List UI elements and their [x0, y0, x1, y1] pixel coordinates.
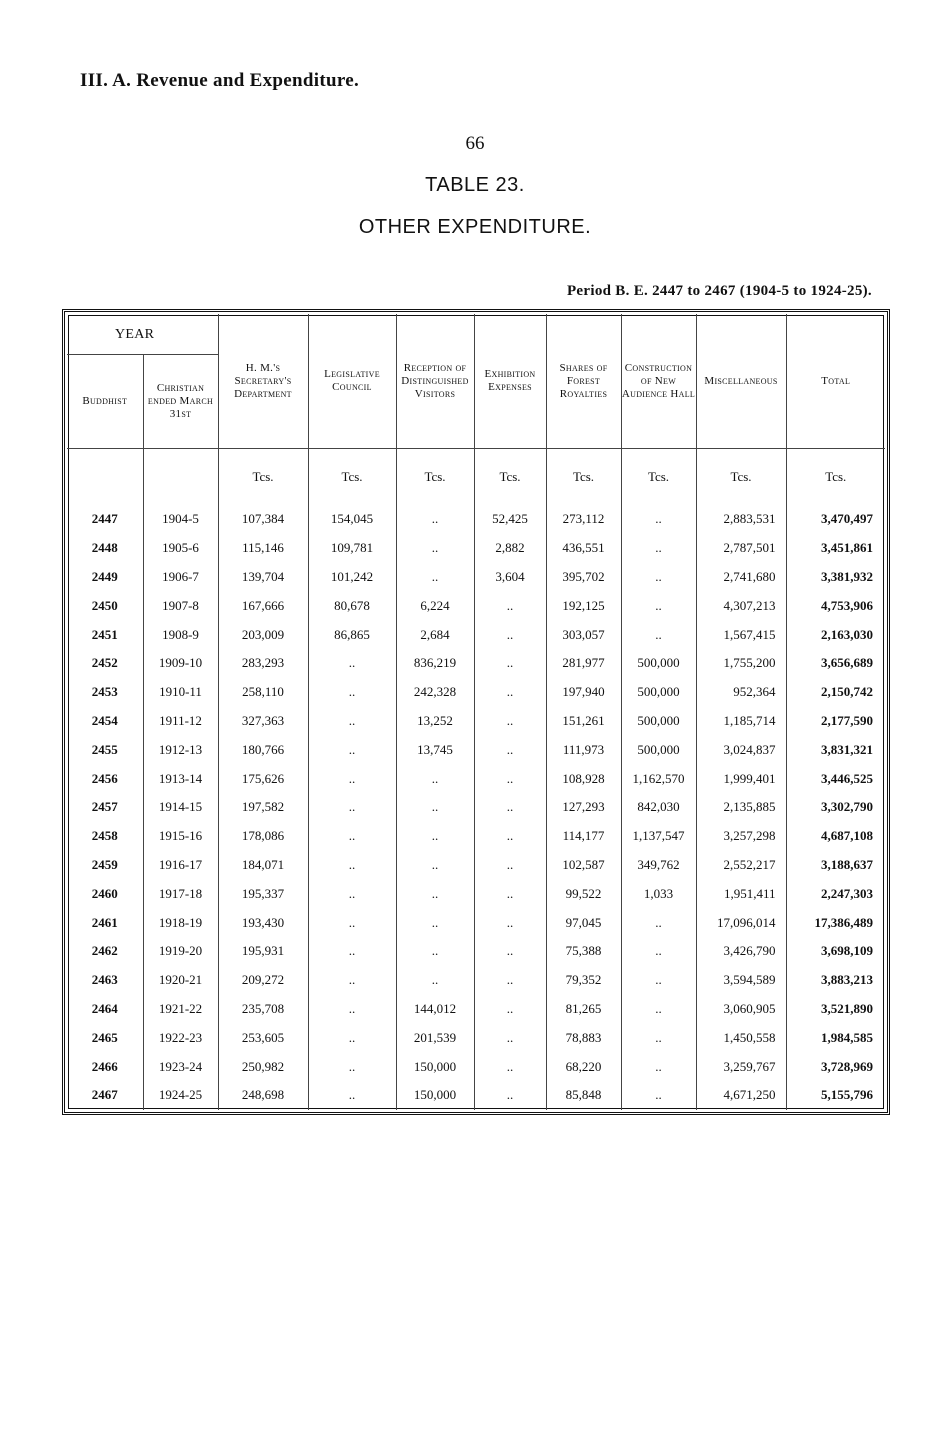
cell-buddhist-year: 2455: [67, 735, 143, 764]
cell-buddhist-year: 2465: [67, 1023, 143, 1052]
cell-miscellaneous: 952,364: [696, 678, 786, 707]
cell-buddhist-year: 2459: [67, 851, 143, 880]
cell-buddhist-year: 2448: [67, 534, 143, 563]
cell-audience-hall: ..: [621, 591, 696, 620]
table-row: [67, 851, 885, 880]
cell-christian-year: 1907-8: [143, 591, 218, 620]
header-reception-visitors: Reception of Distinguished Visitors: [396, 314, 474, 449]
cell-total: 3,451,861: [821, 540, 873, 556]
table-row: [67, 908, 885, 937]
table-title: TABLE 23.: [425, 174, 525, 196]
cell-audience-hall: 1,162,570: [621, 764, 696, 793]
cell-legislative-council: 101,242: [308, 563, 396, 592]
cell-forest-royalties: 79,352: [546, 966, 621, 995]
table-row: [67, 879, 885, 908]
cell-audience-hall: ..: [621, 505, 696, 534]
cell-total: 3,698,109: [821, 943, 873, 959]
table-row: [67, 764, 885, 793]
header-christian: Christian ended March 31st: [143, 355, 218, 449]
cell-christian-year: 1921-22: [143, 995, 218, 1024]
cell-exhibition-expenses: ..: [474, 822, 546, 851]
cell-audience-hall: 842,030: [621, 793, 696, 822]
table-row: [67, 649, 885, 678]
cell-exhibition-expenses: ..: [474, 649, 546, 678]
cell-buddhist-year: 2464: [67, 995, 143, 1024]
cell-forest-royalties: 192,125: [546, 591, 621, 620]
cell-total: 4,687,108: [821, 828, 873, 844]
cell-miscellaneous: 1,755,200: [696, 649, 786, 678]
table-row: [67, 822, 885, 851]
cell-christian-year: 1913-14: [143, 764, 218, 793]
cell-exhibition-expenses: ..: [474, 1052, 546, 1081]
cell-audience-hall: 500,000: [621, 707, 696, 736]
cell-legislative-council: ..: [308, 707, 396, 736]
table-row: [67, 707, 885, 736]
cell-miscellaneous: 1,999,401: [696, 764, 786, 793]
cell-hm-secretary: 250,982: [218, 1052, 308, 1081]
units-row: [67, 449, 885, 506]
cell-reception-visitors: ..: [396, 822, 474, 851]
cell-christian-year: 1909-10: [143, 649, 218, 678]
units-cell: Tcs.: [474, 449, 546, 506]
cell-miscellaneous: 2,552,217: [696, 851, 786, 880]
cell-legislative-council: ..: [308, 1052, 396, 1081]
cell-legislative-council: ..: [308, 735, 396, 764]
cell-exhibition-expenses: ..: [474, 937, 546, 966]
cell-exhibition-expenses: ..: [474, 707, 546, 736]
cell-hm-secretary: 197,582: [218, 793, 308, 822]
page-number: 66: [465, 133, 485, 154]
cell-legislative-council: ..: [308, 822, 396, 851]
cell-exhibition-expenses: ..: [474, 1023, 546, 1052]
cell-exhibition-expenses: 2,882: [474, 534, 546, 563]
cell-hm-secretary: 193,430: [218, 908, 308, 937]
units-cell-christian: [143, 449, 218, 506]
cell-christian-year: 1917-18: [143, 879, 218, 908]
cell-hm-secretary: 253,605: [218, 1023, 308, 1052]
cell-christian-year: 1923-24: [143, 1052, 218, 1081]
header-hm-secretary: H. M.'s Secretary's Department: [218, 314, 308, 449]
cell-audience-hall: 500,000: [621, 678, 696, 707]
cell-buddhist-year: 2452: [67, 649, 143, 678]
table-row: [67, 563, 885, 592]
cell-reception-visitors: ..: [396, 534, 474, 563]
cell-christian-year: 1915-16: [143, 822, 218, 851]
cell-forest-royalties: 108,928: [546, 764, 621, 793]
cell-forest-royalties: 99,522: [546, 879, 621, 908]
cell-hm-secretary: 115,146: [218, 534, 308, 563]
cell-hm-secretary: 180,766: [218, 735, 308, 764]
table-row: [67, 534, 885, 563]
cell-miscellaneous: 2,741,680: [696, 563, 786, 592]
cell-legislative-council: ..: [308, 937, 396, 966]
table-row: [67, 735, 885, 764]
cell-total: 4,753,906: [821, 597, 873, 613]
cell-forest-royalties: 127,293: [546, 793, 621, 822]
cell-total: 2,177,590: [821, 712, 873, 728]
cell-buddhist-year: 2454: [67, 707, 143, 736]
cell-miscellaneous: 4,307,213: [696, 591, 786, 620]
cell-reception-visitors: 836,219: [396, 649, 474, 678]
cell-exhibition-expenses: 52,425: [474, 505, 546, 534]
cell-forest-royalties: 75,388: [546, 937, 621, 966]
cell-total: 3,470,497: [821, 511, 873, 527]
cell-christian-year: 1906-7: [143, 563, 218, 592]
cell-audience-hall: 1,137,547: [621, 822, 696, 851]
cell-christian-year: 1914-15: [143, 793, 218, 822]
cell-christian-year: 1916-17: [143, 851, 218, 880]
cell-legislative-council: ..: [308, 678, 396, 707]
cell-legislative-council: ..: [308, 995, 396, 1024]
cell-audience-hall: 1,033: [621, 879, 696, 908]
cell-exhibition-expenses: ..: [474, 620, 546, 649]
cell-hm-secretary: 248,698: [218, 1081, 308, 1110]
cell-buddhist-year: 2447: [67, 505, 143, 534]
cell-legislative-council: 154,045: [308, 505, 396, 534]
cell-christian-year: 1911-12: [143, 707, 218, 736]
cell-legislative-council: ..: [308, 966, 396, 995]
cell-reception-visitors: ..: [396, 505, 474, 534]
cell-total: 1,984,585: [821, 1029, 873, 1045]
cell-exhibition-expenses: ..: [474, 793, 546, 822]
cell-christian-year: 1922-23: [143, 1023, 218, 1052]
cell-total: 3,656,689: [821, 655, 873, 671]
cell-buddhist-year: 2450: [67, 591, 143, 620]
cell-forest-royalties: 78,883: [546, 1023, 621, 1052]
cell-total: 3,521,890: [821, 1000, 873, 1016]
cell-audience-hall: ..: [621, 937, 696, 966]
cell-buddhist-year: 2466: [67, 1052, 143, 1081]
cell-reception-visitors: ..: [396, 793, 474, 822]
cell-hm-secretary: 178,086: [218, 822, 308, 851]
cell-miscellaneous: 2,883,531: [696, 505, 786, 534]
header-year-group: YEAR: [67, 314, 218, 355]
cell-forest-royalties: 97,045: [546, 908, 621, 937]
cell-hm-secretary: 203,009: [218, 620, 308, 649]
cell-forest-royalties: 151,261: [546, 707, 621, 736]
cell-exhibition-expenses: ..: [474, 966, 546, 995]
cell-forest-royalties: 114,177: [546, 822, 621, 851]
cell-total: 3,831,321: [821, 741, 873, 757]
period-caption: Period B. E. 2447 to 2467 (1904-5 to 1924-25).: [566, 283, 872, 299]
table-row: [67, 937, 885, 966]
table-row: [67, 793, 885, 822]
cell-legislative-council: ..: [308, 1081, 396, 1110]
cell-reception-visitors: ..: [396, 966, 474, 995]
cell-exhibition-expenses: ..: [474, 1081, 546, 1110]
cell-audience-hall: 500,000: [621, 735, 696, 764]
cell-exhibition-expenses: ..: [474, 678, 546, 707]
section-title: III. A. Revenue and Expenditure.: [80, 70, 359, 91]
cell-reception-visitors: ..: [396, 563, 474, 592]
cell-miscellaneous: 17,096,014: [696, 908, 786, 937]
cell-hm-secretary: 209,272: [218, 966, 308, 995]
cell-miscellaneous: 1,567,415: [696, 620, 786, 649]
table-row: [67, 620, 885, 649]
cell-christian-year: 1920-21: [143, 966, 218, 995]
cell-legislative-council: ..: [308, 908, 396, 937]
cell-miscellaneous: 3,024,837: [696, 735, 786, 764]
cell-hm-secretary: 107,384: [218, 505, 308, 534]
table-row: [67, 966, 885, 995]
cell-reception-visitors: ..: [396, 764, 474, 793]
cell-reception-visitors: 2,684: [396, 620, 474, 649]
cell-total: 17,386,489: [814, 914, 873, 930]
units-cell: Tcs.: [825, 469, 847, 484]
table-row: [67, 1023, 885, 1052]
cell-forest-royalties: 395,702: [546, 563, 621, 592]
header-exhibition-expenses: Exhibition Expenses: [474, 314, 546, 449]
cell-buddhist-year: 2457: [67, 793, 143, 822]
cell-hm-secretary: 235,708: [218, 995, 308, 1024]
table-header: [67, 314, 885, 449]
cell-audience-hall: ..: [621, 620, 696, 649]
cell-hm-secretary: 175,626: [218, 764, 308, 793]
cell-christian-year: 1924-25: [143, 1081, 218, 1110]
cell-reception-visitors: 242,328: [396, 678, 474, 707]
header-buddhist: Buddhist: [67, 355, 143, 449]
cell-christian-year: 1910-11: [143, 678, 218, 707]
cell-buddhist-year: 2462: [67, 937, 143, 966]
cell-reception-visitors: ..: [396, 908, 474, 937]
cell-miscellaneous: 3,257,298: [696, 822, 786, 851]
table-row: [67, 505, 885, 534]
expenditure-table: [67, 314, 885, 1110]
cell-forest-royalties: 197,940: [546, 678, 621, 707]
cell-exhibition-expenses: ..: [474, 591, 546, 620]
cell-legislative-council: ..: [308, 649, 396, 678]
cell-forest-royalties: 81,265: [546, 995, 621, 1024]
cell-hm-secretary: 283,293: [218, 649, 308, 678]
cell-miscellaneous: 2,135,885: [696, 793, 786, 822]
cell-exhibition-expenses: ..: [474, 995, 546, 1024]
cell-total: 3,883,213: [821, 972, 873, 988]
cell-miscellaneous: 3,259,767: [696, 1052, 786, 1081]
cell-buddhist-year: 2451: [67, 620, 143, 649]
cell-total: 3,302,790: [821, 799, 873, 815]
cell-buddhist-year: 2463: [67, 966, 143, 995]
cell-total: 3,188,637: [821, 856, 873, 872]
cell-buddhist-year: 2458: [67, 822, 143, 851]
cell-reception-visitors: 144,012: [396, 995, 474, 1024]
cell-buddhist-year: 2467: [67, 1081, 143, 1110]
cell-buddhist-year: 2456: [67, 764, 143, 793]
cell-exhibition-expenses: 3,604: [474, 563, 546, 592]
cell-reception-visitors: 6,224: [396, 591, 474, 620]
cell-miscellaneous: 3,060,905: [696, 995, 786, 1024]
header-audience-hall: Construction of New Audience Hall: [621, 314, 696, 449]
cell-legislative-council: 86,865: [308, 620, 396, 649]
cell-christian-year: 1918-19: [143, 908, 218, 937]
cell-hm-secretary: 139,704: [218, 563, 308, 592]
cell-buddhist-year: 2449: [67, 563, 143, 592]
cell-exhibition-expenses: ..: [474, 851, 546, 880]
table-row: [67, 1052, 885, 1081]
cell-christian-year: 1905-6: [143, 534, 218, 563]
cell-miscellaneous: 2,787,501: [696, 534, 786, 563]
cell-reception-visitors: ..: [396, 879, 474, 908]
cell-audience-hall: ..: [621, 1052, 696, 1081]
cell-buddhist-year: 2461: [67, 908, 143, 937]
cell-total: 5,155,796: [821, 1087, 873, 1103]
cell-total: 2,247,303: [821, 885, 873, 901]
cell-legislative-council: ..: [308, 1023, 396, 1052]
units-cell: Tcs.: [696, 449, 786, 506]
cell-buddhist-year: 2453: [67, 678, 143, 707]
cell-hm-secretary: 327,363: [218, 707, 308, 736]
cell-exhibition-expenses: ..: [474, 764, 546, 793]
cell-forest-royalties: 102,587: [546, 851, 621, 880]
header-forest-royalties: Shares of Forest Royalties: [546, 314, 621, 449]
cell-forest-royalties: 111,973: [546, 735, 621, 764]
cell-total: 2,163,030: [821, 626, 873, 642]
cell-reception-visitors: 13,745: [396, 735, 474, 764]
cell-forest-royalties: 273,112: [546, 505, 621, 534]
header-miscellaneous: Miscellaneous: [696, 314, 786, 449]
cell-total: 3,446,525: [821, 770, 873, 786]
cell-buddhist-year: 2460: [67, 879, 143, 908]
cell-audience-hall: 349,762: [621, 851, 696, 880]
cell-audience-hall: ..: [621, 534, 696, 563]
table-subtitle: OTHER EXPENDITURE.: [358, 216, 592, 238]
cell-total: 3,381,932: [821, 568, 873, 584]
units-cell: Tcs.: [218, 449, 308, 506]
cell-legislative-council: 80,678: [308, 591, 396, 620]
cell-hm-secretary: 195,931: [218, 937, 308, 966]
cell-reception-visitors: ..: [396, 851, 474, 880]
cell-christian-year: 1919-20: [143, 937, 218, 966]
cell-reception-visitors: 150,000: [396, 1081, 474, 1110]
units-cell-buddhist: [67, 449, 143, 506]
table-body: [67, 449, 885, 1110]
cell-forest-royalties: 68,220: [546, 1052, 621, 1081]
cell-audience-hall: ..: [621, 563, 696, 592]
table-row: [67, 1081, 885, 1110]
units-cell: Tcs.: [621, 449, 696, 506]
cell-christian-year: 1908-9: [143, 620, 218, 649]
cell-exhibition-expenses: ..: [474, 908, 546, 937]
cell-miscellaneous: 3,426,790: [696, 937, 786, 966]
cell-total: 2,150,742: [821, 684, 873, 700]
units-cell: Tcs.: [396, 449, 474, 506]
cell-hm-secretary: 167,666: [218, 591, 308, 620]
units-cell: Tcs.: [308, 449, 396, 506]
cell-reception-visitors: ..: [396, 937, 474, 966]
table-row: [67, 591, 885, 620]
cell-total: 3,728,969: [821, 1058, 873, 1074]
cell-audience-hall: 500,000: [621, 649, 696, 678]
cell-forest-royalties: 281,977: [546, 649, 621, 678]
cell-forest-royalties: 436,551: [546, 534, 621, 563]
cell-miscellaneous: 1,450,558: [696, 1023, 786, 1052]
cell-miscellaneous: 4,671,250: [696, 1081, 786, 1110]
cell-christian-year: 1904-5: [143, 505, 218, 534]
cell-miscellaneous: 3,594,589: [696, 966, 786, 995]
table-row: [67, 995, 885, 1024]
cell-reception-visitors: 201,539: [396, 1023, 474, 1052]
cell-reception-visitors: 150,000: [396, 1052, 474, 1081]
cell-legislative-council: ..: [308, 764, 396, 793]
cell-audience-hall: ..: [621, 1081, 696, 1110]
cell-audience-hall: ..: [621, 966, 696, 995]
cell-forest-royalties: 303,057: [546, 620, 621, 649]
cell-legislative-council: ..: [308, 793, 396, 822]
cell-audience-hall: ..: [621, 1023, 696, 1052]
cell-miscellaneous: 1,951,411: [696, 879, 786, 908]
units-cell: Tcs.: [546, 449, 621, 506]
cell-reception-visitors: 13,252: [396, 707, 474, 736]
cell-legislative-council: ..: [308, 879, 396, 908]
cell-hm-secretary: 184,071: [218, 851, 308, 880]
cell-audience-hall: ..: [621, 908, 696, 937]
cell-hm-secretary: 195,337: [218, 879, 308, 908]
cell-audience-hall: ..: [621, 995, 696, 1024]
cell-forest-royalties: 85,848: [546, 1081, 621, 1110]
cell-exhibition-expenses: ..: [474, 879, 546, 908]
table-row: [67, 678, 885, 707]
cell-legislative-council: ..: [308, 851, 396, 880]
cell-miscellaneous: 1,185,714: [696, 707, 786, 736]
header-total: Total: [786, 314, 885, 449]
cell-legislative-council: 109,781: [308, 534, 396, 563]
cell-christian-year: 1912-13: [143, 735, 218, 764]
cell-exhibition-expenses: ..: [474, 735, 546, 764]
cell-hm-secretary: 258,110: [218, 678, 308, 707]
header-legislative-council: Legislative Council: [308, 314, 396, 449]
